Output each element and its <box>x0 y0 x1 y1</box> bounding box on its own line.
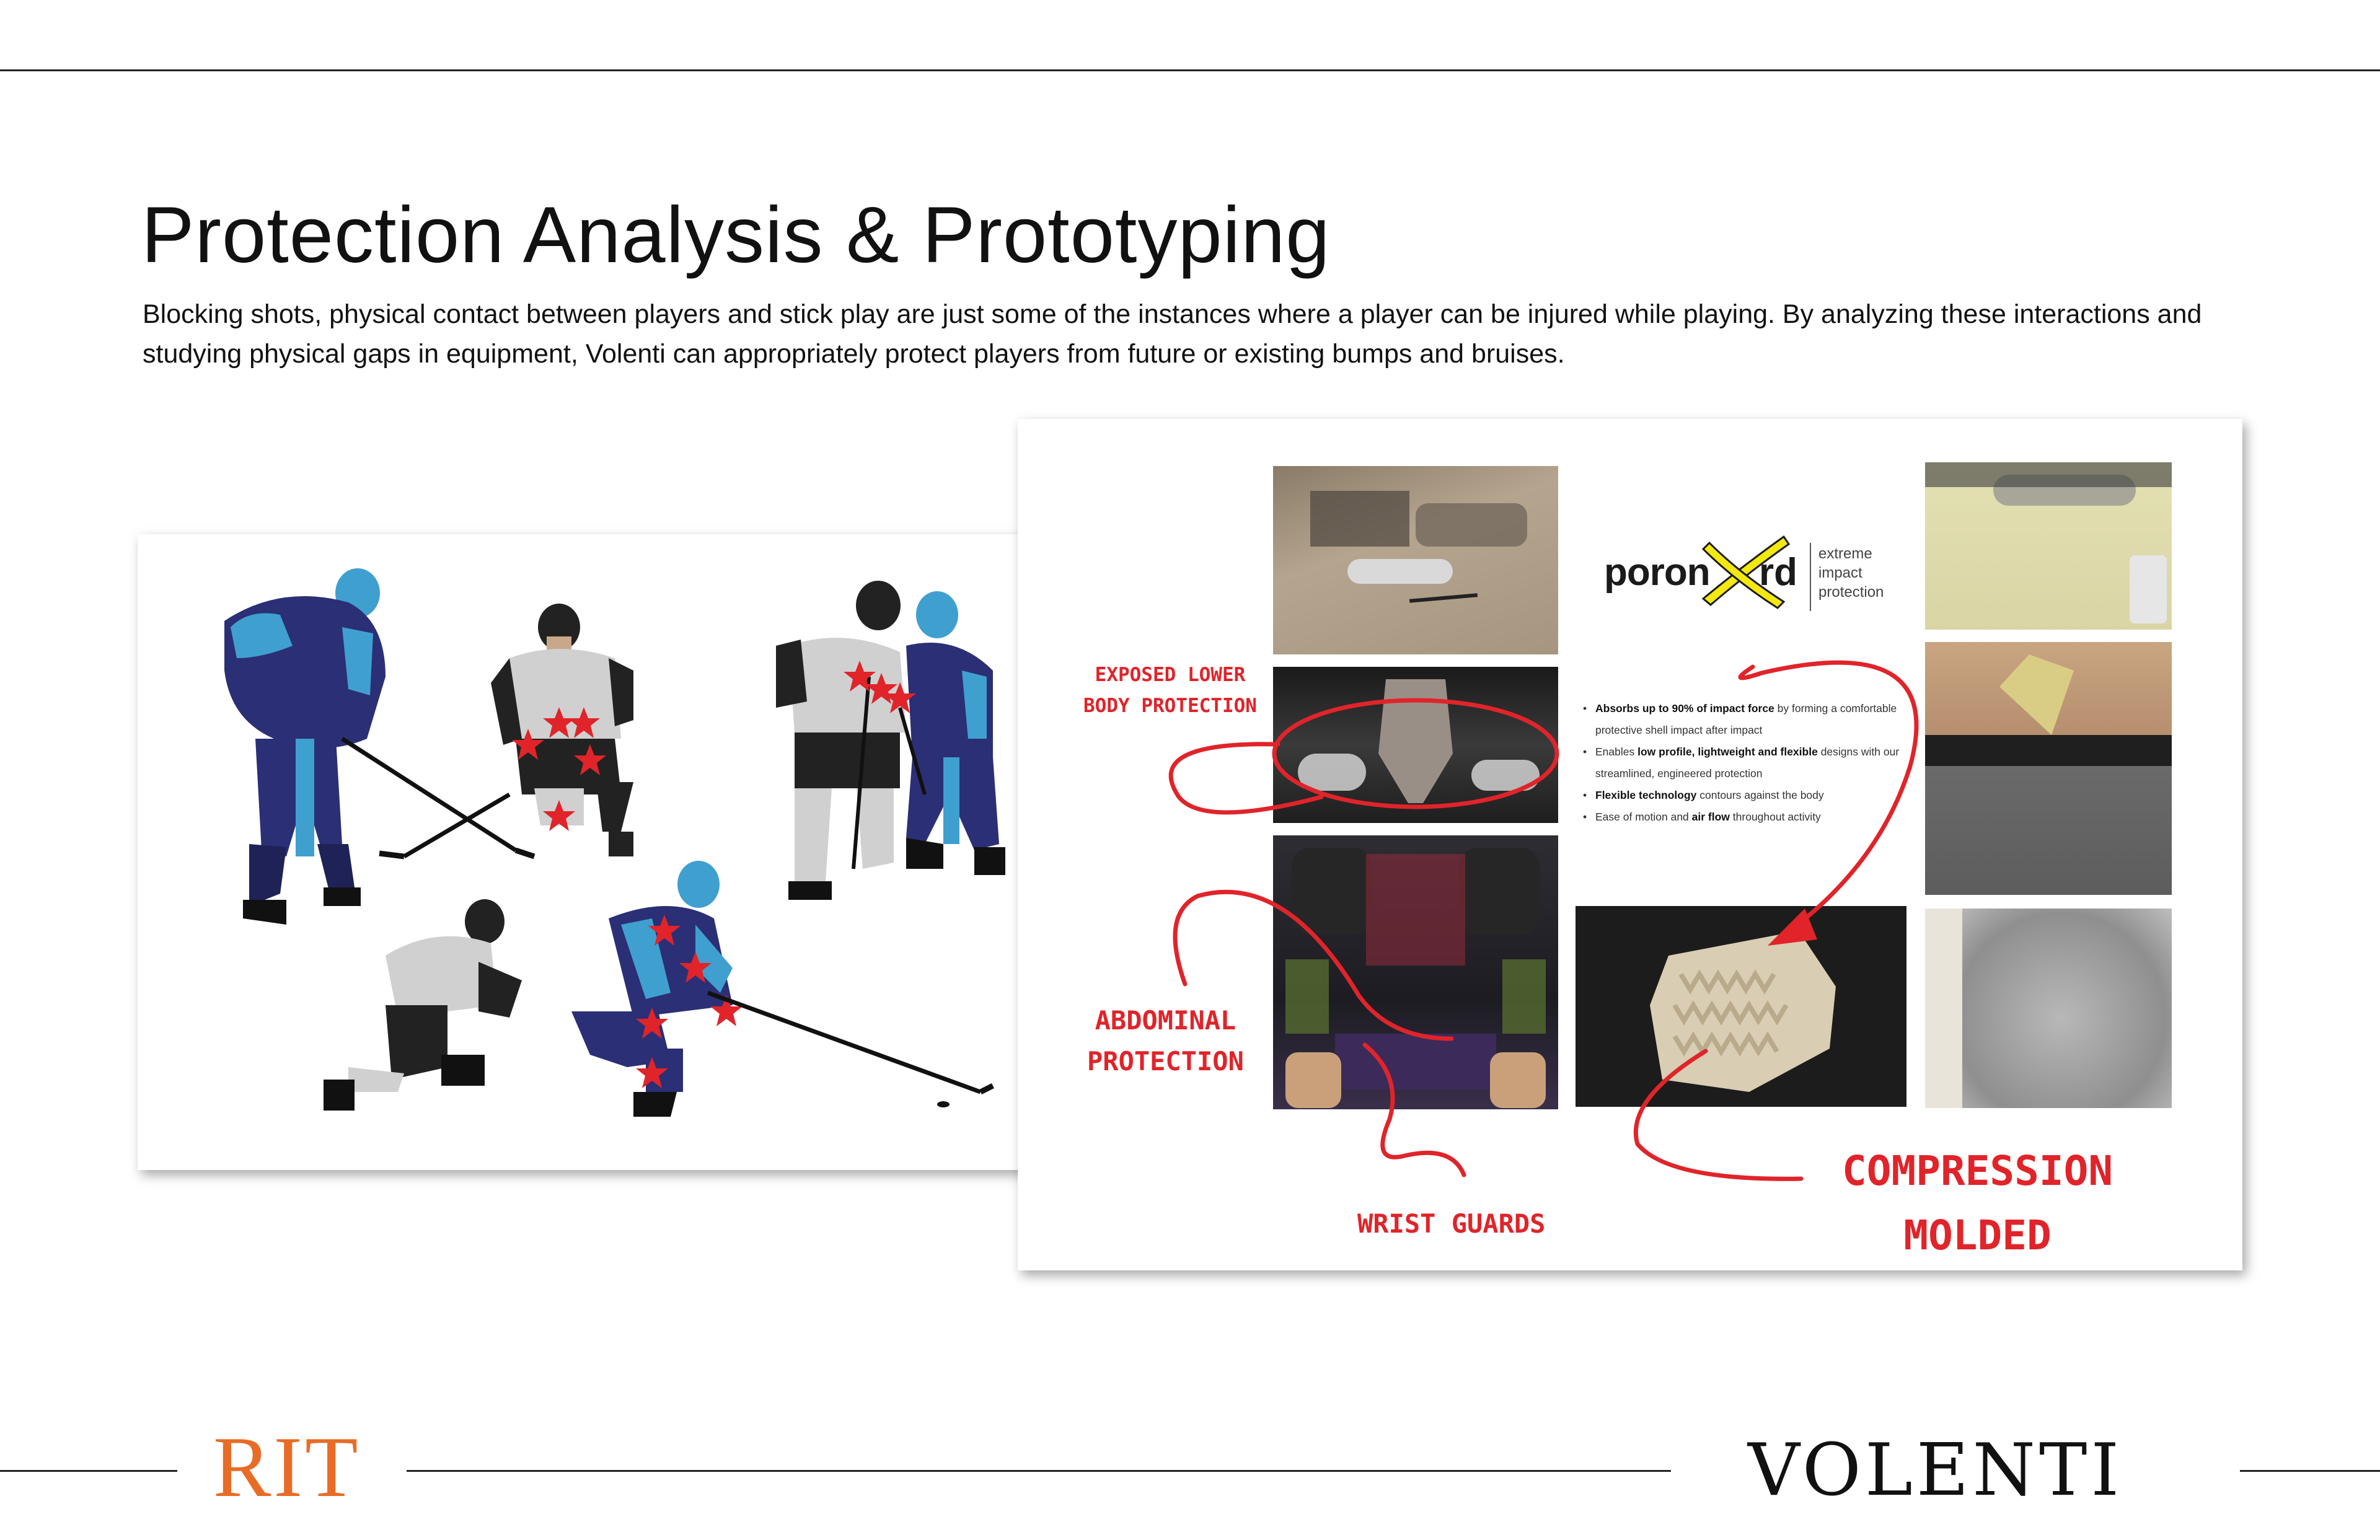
wrist-arrow <box>1365 1045 1464 1175</box>
hockey-players-illustration <box>138 534 1064 1170</box>
feature-text: Enables <box>1595 746 1638 758</box>
volenti-logo: VOLENTI <box>1748 1428 2123 1512</box>
label-exposed-line2: BODY PROTECTION <box>1083 695 1257 717</box>
feature-bold: low profile, lightweight and flexible <box>1637 746 1818 758</box>
prototyping-collage-card <box>1018 419 2242 1270</box>
rit-logo: RIT <box>213 1419 361 1515</box>
poron-tagline-2: impact <box>1818 565 1862 581</box>
player-blue-back <box>224 568 386 925</box>
poron-to-pad-arrow <box>1740 662 1916 933</box>
lower-body-arrow <box>1171 744 1321 812</box>
feature-item: • Absorbs up to 90% of impact force by forming a comfortable protective shell impact after impact <box>1583 702 1897 736</box>
label-abdominal-line1: ABDOMINAL <box>1095 1005 1236 1036</box>
poron-tagline-1: extreme <box>1818 545 1872 562</box>
poron-wordmark: poron <box>1604 551 1710 594</box>
feature-bold: Flexible technology <box>1595 789 1697 801</box>
feature-item: • Enables low profile, lightweight and flexible designs with our streamlined, engineered protection <box>1583 746 1900 780</box>
page-title: Protection Analysis & Prototyping <box>141 190 1331 279</box>
hockey-illustration-card <box>138 534 1064 1170</box>
label-wrist-guards: WRIST GUARDS <box>1357 1208 1546 1239</box>
footer-rule-right <box>2240 1470 2380 1472</box>
poron-tagline-3: protection <box>1818 584 1884 601</box>
feature-text: designs with our streamlined, engineered protection <box>1595 746 1900 780</box>
label-compression-line2: MOLDED <box>1903 1212 2052 1259</box>
compression-arrow <box>1636 1051 1801 1179</box>
footer-rule-middle <box>407 1470 1671 1472</box>
feature-bold: air flow <box>1691 811 1730 823</box>
player-blue-attacking <box>571 861 743 1117</box>
feature-text: throughout activity <box>1729 811 1821 823</box>
player-pair-battle <box>776 581 1005 900</box>
label-compression-molded <box>1842 1139 2113 1268</box>
footer-rule-left <box>0 1470 177 1472</box>
feature-text: by forming a comfortable protective shell impact after impact <box>1595 702 1897 736</box>
label-abdominal-protection <box>1087 1000 1244 1082</box>
label-abdominal-line2: PROTECTION <box>1087 1046 1244 1076</box>
label-compression-line1: COMPRESSION <box>1842 1147 2113 1195</box>
label-exposed-lower-body <box>1083 659 1257 721</box>
feature-text: Ease of motion and <box>1595 811 1692 823</box>
feature-text: contours against the body <box>1696 789 1824 801</box>
lower-body-circle <box>1274 700 1557 807</box>
feature-item: • Flexible technology contours against the body <box>1583 789 1824 801</box>
xrd-wordmark: rd <box>1759 551 1797 594</box>
intro-paragraph: Blocking shots, physical contact between players and stick play are just some of the instances where a player can be injured while playing. By analyzing these interactions and studying physical gaps in equipment, Volenti can appropriately protect players from future or existing bumps and bruises. <box>143 299 2202 369</box>
feature-bold: Absorbs up to 90% of impact force <box>1595 702 1774 715</box>
feature-item: • Ease of motion and air flow throughout activity <box>1583 811 1821 823</box>
top-rule <box>0 69 2380 71</box>
player-white-kneeling <box>491 604 633 856</box>
player-white-bent <box>324 899 522 1111</box>
label-exposed-line1: EXPOSED LOWER <box>1095 664 1246 686</box>
